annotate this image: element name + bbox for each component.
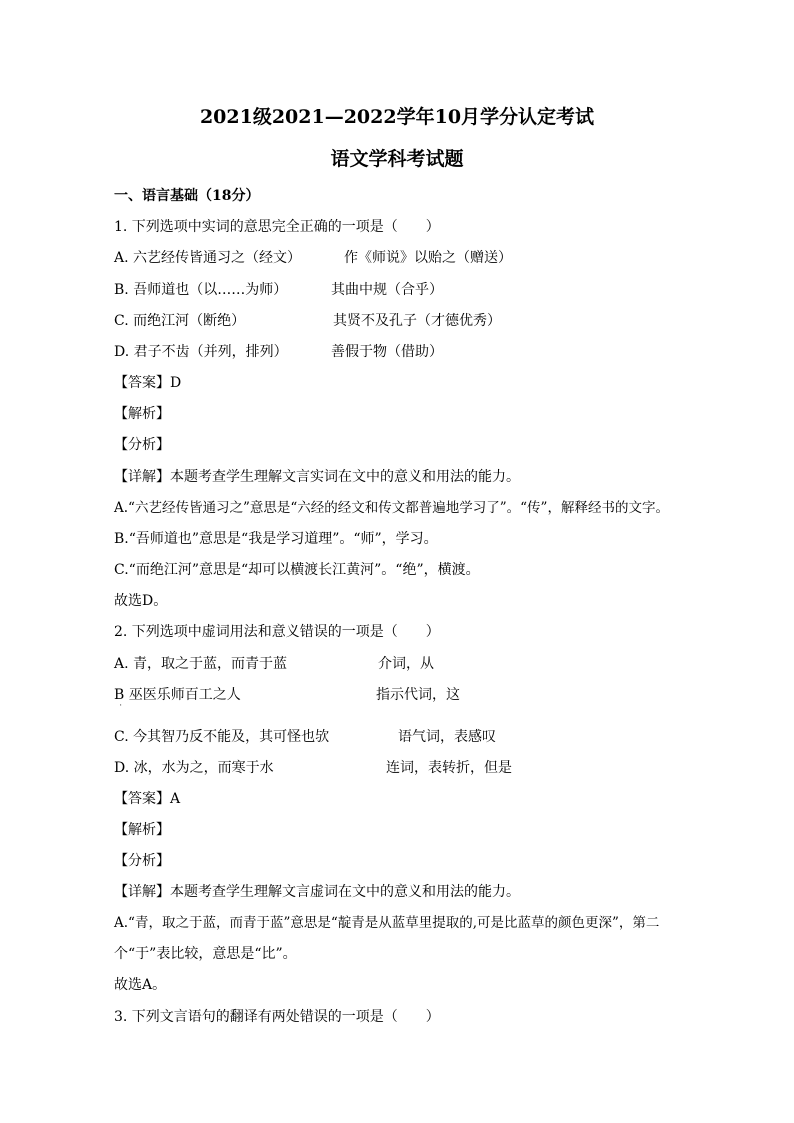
q2-option-d: D. 冰，水为之，而寒于水 bbox=[114, 760, 274, 776]
q1-detail: 【详解】本题考查学生理解文言实词在文中的意义和用法的能力。 bbox=[114, 469, 520, 485]
q1-explain-a: A.“六艺经传皆通习之”意思是“六经的经文和传文都普遍地学习了”。“传”，解释经书的文字。 bbox=[114, 500, 669, 516]
q2-detail: 【详解】本题考查学生理解文言虚词在文中的意义和用法的能力。 bbox=[114, 884, 520, 900]
section-heading: 一、语言基础（18分） bbox=[114, 188, 260, 204]
exam-title: 2021级2021—2022学年10月学分认定考试 bbox=[199, 106, 595, 128]
q1-fenxi-label: 【分析】 bbox=[114, 437, 170, 453]
stray-mark: ' bbox=[120, 704, 122, 711]
q2-analysis-label: 【解析】 bbox=[114, 822, 170, 838]
q2-option-b: B 巫医乐师百工之人 bbox=[114, 687, 241, 703]
question-1-stem: 1. 下列选项中实词的意思完全正确的一项是（ ） bbox=[114, 219, 440, 235]
q1-explain-c: C.“而绝江河”意思是“却可以横渡长江黄河”。“绝”，横渡。 bbox=[114, 562, 480, 578]
q2-conclusion: 故选A。 bbox=[114, 977, 167, 993]
q1-option-d-second: 善假于物（借助） bbox=[331, 344, 443, 360]
q1-option-d: D. 君子不齿（并列，排列） bbox=[114, 344, 288, 360]
q2-explain-a-cont: 个“于”表比较，意思是“比”。 bbox=[114, 946, 297, 962]
q2-option-a: A. 青，取之于蓝，而青于蓝 bbox=[114, 656, 288, 672]
q1-option-c-second: 其贤不及孔子（才德优秀） bbox=[333, 313, 501, 329]
q2-option-a-second: 介词，从 bbox=[378, 656, 434, 672]
question-3-stem: 3. 下列文言语句的翻译有两处错误的一项是（ ） bbox=[114, 1009, 440, 1025]
q1-option-c: C. 而绝江河（断绝） bbox=[114, 313, 246, 329]
q1-option-b-second: 其曲中规（合乎） bbox=[331, 282, 443, 298]
question-2-stem: 2. 下列选项中虚词用法和意义错误的一项是（ ） bbox=[114, 624, 440, 640]
q1-explain-b: B.“吾师道也”意思是“我是学习道理”。“师”，学习。 bbox=[114, 531, 438, 547]
q2-explain-a: A.“青，取之于蓝，而青于蓝”意思是“靛青是从蓝草里提取的,可是比蓝草的颜色更深”，第二 bbox=[114, 915, 660, 931]
q1-option-a: A. 六艺经传皆通习之（经文） bbox=[114, 250, 302, 266]
q2-option-b-second: 指示代词，这 bbox=[376, 687, 460, 703]
q2-option-c: C. 今其智乃反不能及，其可怪也欤 bbox=[114, 729, 330, 745]
q2-option-d-second: 连词，表转折，但是 bbox=[386, 760, 512, 776]
q1-answer: 【答案】D bbox=[114, 375, 182, 391]
q1-conclusion: 故选D。 bbox=[114, 593, 168, 609]
q2-fenxi-label: 【分析】 bbox=[114, 853, 170, 869]
q2-option-c-second: 语气词，表感叹 bbox=[398, 729, 496, 745]
q1-option-a-second: 作《师说》以贻之（赠送） bbox=[344, 250, 512, 266]
q1-option-b: B. 吾师道也（以……为师） bbox=[114, 282, 288, 298]
exam-subtitle: 语文学科考试题 bbox=[330, 148, 464, 170]
q2-answer: 【答案】A bbox=[114, 791, 181, 807]
q1-analysis-label: 【解析】 bbox=[114, 406, 170, 422]
